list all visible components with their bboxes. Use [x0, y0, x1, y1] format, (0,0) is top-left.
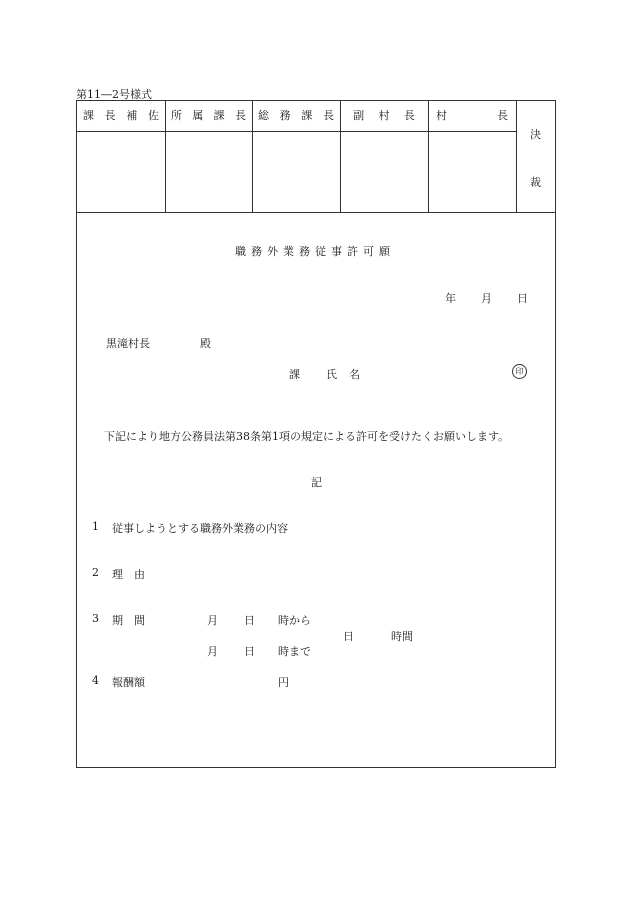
role-shozoku-kacho: 所 属 課 長	[171, 109, 246, 122]
period-total-day: 日	[343, 630, 354, 643]
date-day: 日	[517, 292, 528, 305]
stamp-box-soncho	[428, 132, 516, 211]
document-title: 職務外業務従事許可願	[235, 245, 395, 258]
remuneration-currency: 円	[278, 676, 289, 689]
period-to-suffix: 時まで	[278, 645, 311, 658]
decision-label-bottom: 裁	[530, 176, 541, 189]
form-number: 第11―2号様式	[76, 88, 152, 101]
role-kacho-hosa: 課 長 補 佐	[83, 109, 159, 122]
item-2-number: 2	[92, 566, 99, 579]
addressee-honorific: 殿	[200, 337, 211, 350]
body-text: 下記により地方公務員法第38条第1項の規定による許可を受けたくお願いします。	[104, 430, 510, 443]
period-from-month: 月	[207, 614, 218, 627]
item-1-number: 1	[92, 520, 99, 533]
role-somu-kacho: 総 務 課 長	[258, 109, 334, 122]
role-soncho: 村 長	[436, 109, 508, 122]
seal-mark: 印	[512, 364, 527, 379]
date-year: 年	[445, 292, 456, 305]
table-divider	[516, 101, 517, 212]
stamp-box-kacho-hosa	[77, 132, 165, 211]
item-1-label: 従事しようとする職務外業務の内容	[112, 522, 288, 535]
item-4-number: 4	[92, 674, 99, 687]
role-fuku-soncho: 副 村 長	[353, 109, 415, 122]
applicant-section: 課	[289, 368, 300, 381]
decision-label-top: 決	[530, 128, 541, 141]
stamp-box-shozoku-kacho	[165, 132, 252, 211]
item-3-number: 3	[92, 612, 99, 625]
stamp-box-somu-kacho	[252, 132, 340, 211]
period-total-hours: 時間	[391, 630, 413, 643]
date-month: 月	[481, 292, 492, 305]
item-2-label: 理 由	[112, 568, 145, 581]
addressee-name: 黒滝村長	[106, 337, 150, 350]
period-to-month: 月	[207, 645, 218, 658]
applicant-name-label: 氏名	[326, 368, 372, 381]
period-from-day: 日	[244, 614, 255, 627]
stamp-box-fuku-soncho	[340, 132, 428, 211]
period-from-suffix: 時から	[278, 614, 311, 627]
item-3-label: 期 間	[112, 614, 145, 627]
item-4-label: 報酬額	[112, 676, 145, 689]
approval-table	[77, 101, 555, 213]
record-label: 記	[311, 476, 322, 489]
period-to-day: 日	[244, 645, 255, 658]
